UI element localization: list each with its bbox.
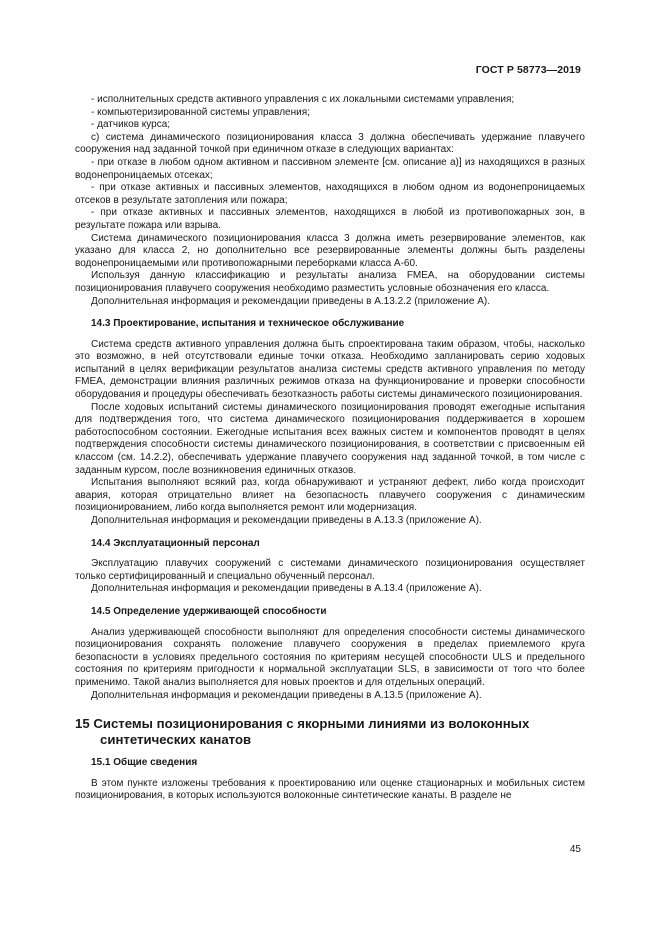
subsection-heading: 14.3 Проектирование, испытания и техническое обслуживание <box>91 318 405 330</box>
paragraph: - компьютеризированной системы управления; <box>91 106 310 118</box>
paragraph: Дополнительная информация и рекомендации приведены в А.13.4 (приложение А). <box>91 583 482 595</box>
paragraph: - при отказе в любом одном активном и пассивном элементе [см. описание а)] из находящихся в разных водонепроницаемых отсеках; <box>75 156 585 181</box>
paragraph: c) система динамического позиционирования класса 3 должна обеспечивать удержание плавучего сооружения над заданной точкой при единичном отказе в следующих вариантах: <box>75 131 585 156</box>
subsection-heading: 14.5 Определение удерживающей способности <box>91 605 327 617</box>
paragraph: Система динамического позиционирования класса 3 должна иметь резервирование элементов, как указано для класса 2, но дополнительно все резервированные элементы должны быть разделены водонепроницаемыми или противопожарными переборками класса А-60. <box>75 232 585 269</box>
paragraph: Система средств активного управления должна быть спроектирована таким образом, чтобы, насколько это возможно, в ней отсутствовали единые точки отказа. Необходимо запланировать серию ходовых испытаний в целях верификации результатов анализа системы средств активного управления по методу FMEA, демонстрации влияния различных режимов отказа на функционирование и проверки способности оборудования и процедуры обеспечивать безотказность работы системы динамического позиционирования. <box>75 338 585 401</box>
section-heading-line-2: синтетических канатов <box>100 731 252 747</box>
page-content <box>75 94 585 803</box>
paragraph: Эксплуатацию плавучих сооружений с системами динамического позиционирования осуществляет только сертифицированный и специально обученный персонал. <box>75 558 585 582</box>
paragraph: - при отказе активных и пассивных элементов, находящихся в любой из противопожарных зон, в результате пожара или взрыва. <box>75 207 585 231</box>
paragraph: Дополнительная информация и рекомендации приведены в А.13.3 (приложение А). <box>91 515 482 526</box>
paragraph: Дополнительная информация и рекомендации приведены в А.13.2.2 (приложение А). <box>91 295 491 307</box>
section-heading-line-1: 15 Системы позиционирования с якорными линиями из волоконных <box>75 716 530 732</box>
paragraph: - датчиков курса; <box>91 119 171 131</box>
paragraph: После ходовых испытаний системы динамического позиционирования проводят ежегодные испытания для подтверждения того, что система динамического позиционирования поддерживается в хорошем работоспособном состоянии. Ежегодные испытания всех важных систем и компонентов проводят в целях подтверждения способности системы динамического позиционирования, в соответствии с присвоенным ей классом (см. 14.2.2), обеспечивать удержание плавучего сооружения над заданной точкой, в том числе с заданным курсом, после возникновения единичных отказов. <box>75 401 585 476</box>
document-id-header: ГОСТ Р 58773—2019 <box>475 64 581 76</box>
paragraph: Используя данную классификацию и результаты анализа FMEA, на оборудовании системы позиционирования плавучего сооружения необходимо разместить условные обозначения его класса. <box>75 270 585 294</box>
section-heading <box>75 716 585 747</box>
subsection-heading: 14.4 Эксплуатационный персонал <box>91 537 260 549</box>
subsection-heading: 15.1 Общие сведения <box>91 757 198 769</box>
paragraph: - при отказе активных и пассивных элементов, находящихся в любом одном из водонепроницаемых отсеков в результате затопления или пожара; <box>75 182 585 206</box>
paragraph: Испытания выполняют всякий раз, когда обнаруживают и устраняют дефект, либо когда происходит авария, которая отрицательно влияет на безопасность плавучего сооружения с динамическим позиционированием, либо когда выполняется ремонт или модернизация. <box>75 477 585 514</box>
paragraph: Анализ удерживающей способности выполняют для определения способности системы динамического позиционирования сохранять положение плавучего сооружения в пределах приемлемого круга безопасности в условиях предельного состояния по критериям несущей способности ULS и предельного состояния по критериям пригодности к нормальной эксплуатации SLS, в зависимости от того что более применимо. Такой анализ выполняется для новых проектов и для отдельных операций. <box>75 626 585 688</box>
paragraph: - исполнительных средств активного управления с их локальными системами управления; <box>91 94 515 105</box>
page-number: 45 <box>569 844 581 855</box>
paragraph: В этом пункте изложены требования к проектированию или оценке стационарных и мобильных систем позиционирования, в которых используются волоконные синтетические канаты. В разделе не <box>75 777 585 802</box>
paragraph: Дополнительная информация и рекомендации приведены в А.13.5 (приложение А). <box>91 689 482 701</box>
